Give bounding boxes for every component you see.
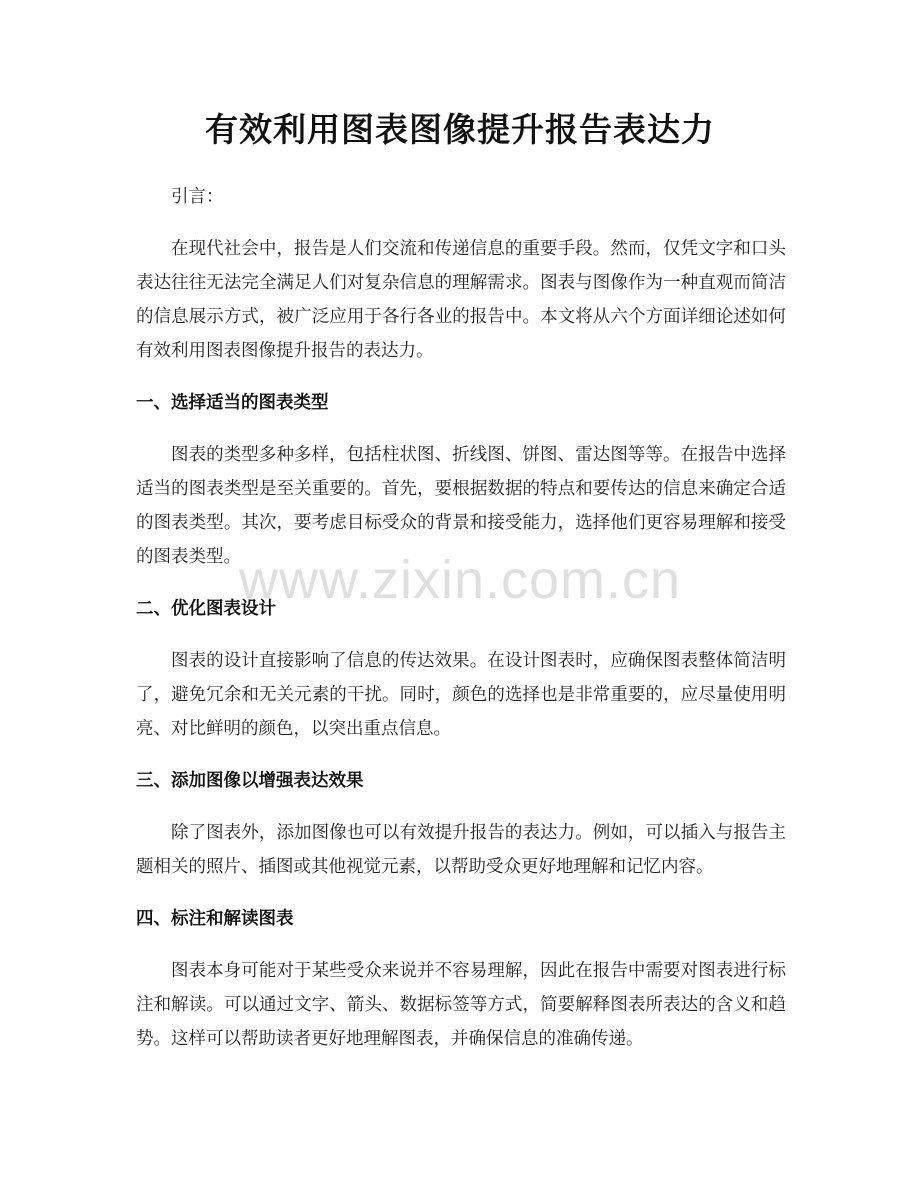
section-paragraph-1: 图表的类型多种多样，包括柱状图、折线图、饼图、雷达图等等。在报告中选择适当的图表类型是至关重要的。首先，要根据数据的特点和要传达的信息来确定合适的图表类型。其次，要考虑目标受众的背景和接受能力，选择他们更容易理解和接受的图表类型。 [136,445,786,567]
section-paragraph-4: 图表本身可能对于某些受众来说并不容易理解，因此在报告中需要对图表进行标注和解读。可以通过文字、箭头、数据标签等方式，简要解释图表所表达的含义和趋势。这样可以帮助读者更好地理解图表，并确保信息的准确传递。 [136,961,786,1049]
section-heading-1: 一、选择适当的图表类型 [136,393,329,413]
intro-label: 引言： [171,187,224,207]
watermark-text: www.zixin.com.cn [238,550,682,610]
section-heading-2: 二、优化图表设计 [136,599,276,619]
section-heading-3: 三、添加图像以增强表达效果 [136,771,364,791]
section-paragraph-2: 图表的设计直接影响了信息的传达效果。在设计图表时，应确保图表整体简洁明了，避免冗余和无关元素的干扰。同时，颜色的选择也是非常重要的，应尽量使用明亮、对比鲜明的颜色，以突出重点信息。 [136,651,786,739]
section-paragraph-3: 除了图表外，添加图像也可以有效提升报告的表达力。例如，可以插入与报告主题相关的照片、插图或其他视觉元素，以帮助受众更好地理解和记忆内容。 [136,823,786,877]
section-heading-4: 四、标注和解读图表 [136,909,294,929]
document-body [136,180,786,1074]
intro-paragraph: 在现代社会中，报告是人们交流和传递信息的重要手段。然而，仅凭文字和口头表达往往无法完全满足人们对复杂信息的理解需求。图表与图像作为一种直观而简洁的信息展示方式，被广泛应用于各行各业的报告中。本文将从六个方面详细论述如何有效利用图表图像提升报告的表达力。 [136,239,786,361]
document-title: 有效利用图表图像提升报告表达力 [205,110,715,149]
